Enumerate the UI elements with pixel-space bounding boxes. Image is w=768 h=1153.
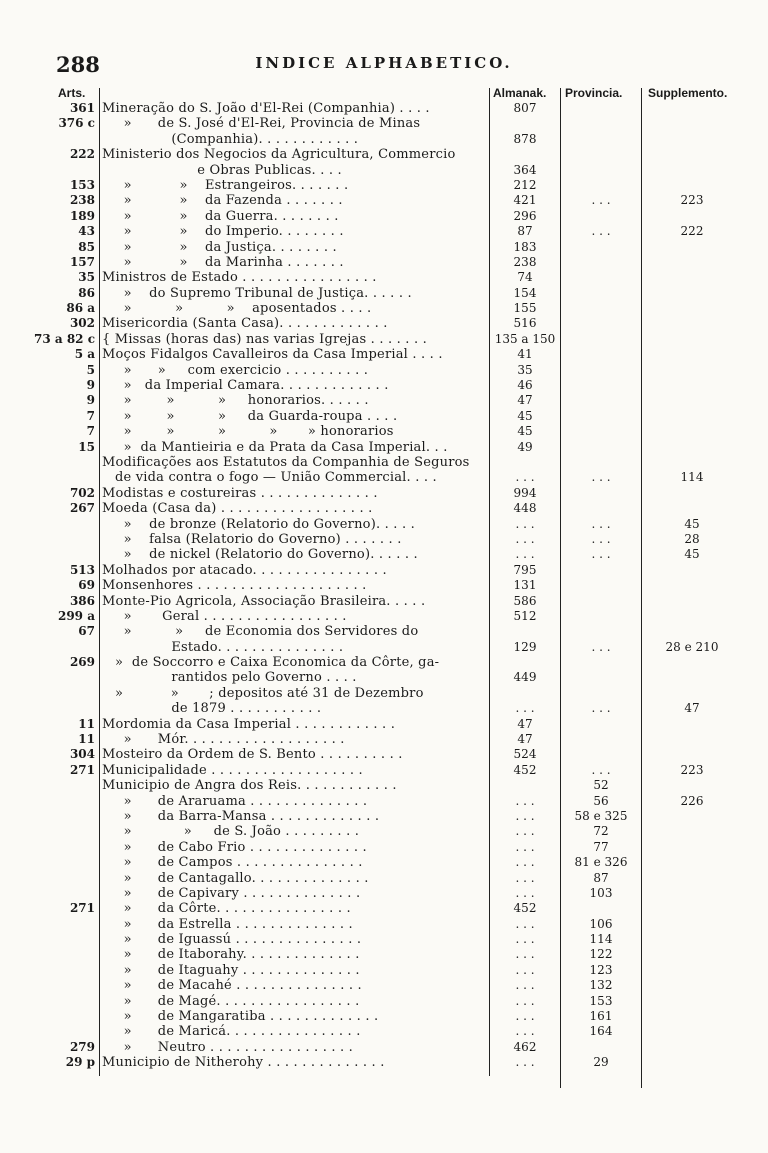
- row-description: » de Campos . . . . . . . . . . . . . . .: [102, 855, 363, 871]
- row-almanak-page: . . .: [515, 808, 535, 823]
- row-description: Moeda (Casa da) . . . . . . . . . . . . . . . . . .: [102, 501, 373, 517]
- column-header-almanak: Almanak.: [493, 86, 547, 100]
- row-description: » » » da Guarda-roupa . . . .: [102, 408, 398, 424]
- row-description: » de Mangaratiba . . . . . . . . . . . . .: [102, 1009, 379, 1025]
- index-row: [0, 578, 768, 593]
- row-description: » » da Justiça. . . . . . . .: [102, 239, 337, 255]
- index-row: [0, 794, 768, 809]
- row-almanak-page: . . .: [515, 793, 535, 808]
- row-supplemento-page: 28 e 210: [665, 639, 719, 654]
- row-description: Municipio de Angra dos Reis. . . . . . . . . . . .: [102, 778, 397, 794]
- row-almanak-page: 154: [513, 285, 537, 300]
- row-almanak-page: 462: [513, 1039, 537, 1054]
- row-description: Ministros de Estado . . . . . . . . . . . . . . . .: [102, 270, 377, 286]
- row-almanak-page: . . .: [515, 839, 535, 854]
- row-article-number: 69: [78, 578, 95, 593]
- row-article-number: 7: [86, 408, 95, 423]
- row-article-number: 29 p: [65, 1055, 95, 1070]
- row-description: » de Soccorro e Caixa Economica da Côrte, ga-: [102, 655, 440, 671]
- row-provincia-page: 164: [589, 1024, 613, 1039]
- row-article-number: 304: [69, 747, 95, 762]
- row-provincia-page: . . .: [591, 193, 611, 208]
- row-almanak-page: 46: [517, 378, 533, 393]
- row-almanak-page: . . .: [515, 978, 535, 993]
- row-supplemento-page: 114: [680, 470, 704, 485]
- row-description: Mineração do S. João d'El-Rei (Companhia) . . . .: [102, 101, 430, 116]
- row-almanak-page: 155: [513, 301, 537, 316]
- row-article-number: 43: [78, 224, 95, 239]
- index-row: [0, 209, 768, 224]
- row-provincia-page: . . .: [591, 531, 611, 546]
- index-row: [0, 624, 768, 639]
- row-article-number: 5: [86, 362, 95, 377]
- row-description: » do Supremo Tribunal de Justiça. . . . . .: [102, 285, 412, 301]
- index-row: [0, 101, 768, 116]
- row-description: » de Itaborahy. . . . . . . . . . . . . .: [102, 947, 360, 963]
- row-article-number: 86 a: [66, 301, 95, 316]
- row-almanak-page: 878: [513, 131, 537, 146]
- row-description: » de Cabo Frio . . . . . . . . . . . . . .: [102, 839, 367, 855]
- index-row: [0, 717, 768, 732]
- row-almanak-page: 135 a 150: [494, 331, 556, 346]
- page-header: [0, 52, 768, 78]
- row-description: » » » honorarios. . . . . .: [102, 393, 369, 409]
- index-row: [0, 332, 768, 347]
- row-provincia-page: 77: [593, 839, 609, 854]
- row-article-number: 222: [69, 147, 95, 162]
- index-row: [0, 640, 768, 655]
- row-almanak-page: 131: [513, 578, 537, 593]
- row-provincia-page: 58 e 325: [574, 808, 628, 823]
- row-description: (Companhia). . . . . . . . . . . .: [102, 131, 359, 147]
- row-provincia-page: 114: [589, 932, 613, 947]
- row-provincia-page: . . .: [591, 470, 611, 485]
- row-article-number: 279: [69, 1039, 95, 1054]
- index-row: [0, 378, 768, 393]
- index-row: [0, 132, 768, 147]
- column-header-arts: Arts.: [58, 86, 86, 100]
- row-almanak-page: 452: [513, 762, 537, 777]
- row-almanak-page: 994: [513, 485, 537, 500]
- index-row: [0, 486, 768, 501]
- row-almanak-page: . . .: [515, 993, 535, 1008]
- row-description: » » de Economia dos Servidores do: [102, 624, 419, 640]
- row-provincia-page: 106: [589, 916, 613, 931]
- index-row: [0, 747, 768, 762]
- row-description: » » Estrangeiros. . . . . . .: [102, 177, 349, 193]
- index-row: [0, 609, 768, 624]
- row-almanak-page: . . .: [515, 947, 535, 962]
- row-almanak-page: 512: [513, 608, 537, 623]
- index-row: [0, 440, 768, 455]
- row-description: de 1879 . . . . . . . . . . .: [102, 701, 322, 717]
- row-description: » de S. José d'El-Rei, Provincia de Minas: [102, 116, 421, 132]
- row-description: Molhados por atacado. . . . . . . . . . . . . . . .: [102, 562, 387, 578]
- page-title: INDICE ALPHABETICO.: [255, 54, 513, 72]
- row-provincia-page: 81 e 326: [574, 855, 628, 870]
- row-description: » falsa (Relatorio do Governo) . . . . . . .: [102, 531, 402, 547]
- row-almanak-page: 586: [513, 593, 537, 608]
- row-description: » Geral . . . . . . . . . . . . . . . . .: [102, 608, 347, 624]
- row-description: » da Barra-Mansa . . . . . . . . . . . . .: [102, 808, 380, 824]
- row-description: Modificações aos Estatutos da Companhia de Seguros: [102, 454, 470, 470]
- row-description: Ministerio dos Negocios da Agricultura, Commercio: [102, 147, 456, 163]
- index-row: [0, 363, 768, 378]
- row-almanak-page: . . .: [515, 470, 535, 485]
- row-almanak-page: 296: [513, 208, 537, 223]
- row-description: Municipalidade . . . . . . . . . . . . . . . . . .: [102, 762, 363, 778]
- row-provincia-page: 72: [593, 824, 609, 839]
- row-description: » » » » » honorarios: [102, 424, 394, 440]
- row-almanak-page: 516: [513, 316, 537, 331]
- column-header-provincia: Provincia.: [565, 86, 623, 100]
- row-description: » da Mantieiria e da Prata da Casa Imperial. . .: [102, 439, 448, 455]
- row-almanak-page: 448: [513, 501, 537, 516]
- row-almanak-page: 807: [513, 101, 537, 115]
- index-row: [0, 193, 768, 208]
- row-article-number: 267: [69, 501, 95, 516]
- index-row: [0, 240, 768, 255]
- row-description: rantidos pelo Governo . . . .: [102, 670, 357, 686]
- row-description: » da Estrella . . . . . . . . . . . . . .: [102, 916, 353, 932]
- index-row: [0, 393, 768, 408]
- row-description: Monsenhores . . . . . . . . . . . . . . . . . . . .: [102, 578, 367, 594]
- row-provincia-page: 103: [589, 885, 613, 900]
- index-row: [0, 547, 768, 562]
- index-row: [0, 563, 768, 578]
- index-row: [0, 424, 768, 439]
- row-almanak-page: 129: [513, 639, 537, 654]
- index-row: [0, 147, 768, 162]
- row-almanak-page: 449: [513, 670, 537, 685]
- row-article-number: 157: [69, 254, 95, 269]
- row-almanak-page: 47: [517, 393, 533, 408]
- index-row: [0, 270, 768, 285]
- row-provincia-page: . . .: [591, 224, 611, 239]
- row-supplemento-page: 45: [684, 547, 700, 562]
- row-almanak-page: 35: [517, 362, 533, 377]
- row-article-number: 11: [78, 732, 95, 747]
- row-description: » de Itaguahy . . . . . . . . . . . . . .: [102, 962, 360, 978]
- index-row: [0, 470, 768, 485]
- index-row: [0, 178, 768, 193]
- index-row: [0, 932, 768, 947]
- row-supplemento-page: 222: [680, 224, 704, 239]
- index-row: [0, 732, 768, 747]
- row-description: » de nickel (Relatorio do Governo). . . . . .: [102, 547, 418, 563]
- index-row: [0, 947, 768, 962]
- row-article-number: 73 a 82 c: [33, 331, 95, 346]
- row-almanak-page: . . .: [515, 870, 535, 885]
- row-provincia-page: 122: [589, 947, 613, 962]
- row-article-number: 85: [78, 239, 95, 254]
- index-row: [0, 763, 768, 778]
- row-provincia-page: 132: [589, 978, 613, 993]
- index-row: [0, 409, 768, 424]
- row-description: » » da Fazenda . . . . . . .: [102, 193, 343, 209]
- row-description: e Obras Publicas. . . .: [102, 162, 342, 178]
- row-almanak-page: 524: [513, 747, 537, 762]
- row-description: » de Capivary . . . . . . . . . . . . . .: [102, 885, 361, 901]
- row-article-number: 9: [86, 393, 95, 408]
- index-row: [0, 594, 768, 609]
- row-almanak-page: . . .: [515, 824, 535, 839]
- column-header-supplemento: Supplemento.: [648, 86, 728, 100]
- row-almanak-page: . . .: [515, 701, 535, 716]
- row-article-number: 15: [78, 439, 95, 454]
- row-provincia-page: . . .: [591, 516, 611, 531]
- index-row: [0, 901, 768, 916]
- row-almanak-page: 45: [517, 408, 533, 423]
- row-almanak-page: 364: [513, 162, 537, 177]
- row-article-number: 386: [69, 593, 95, 608]
- index-row: [0, 224, 768, 239]
- row-supplemento-page: 223: [680, 762, 704, 777]
- row-almanak-page: 212: [513, 177, 537, 192]
- row-description: » de Araruama . . . . . . . . . . . . . .: [102, 793, 368, 809]
- row-supplemento-page: 223: [680, 193, 704, 208]
- index-row: [0, 1055, 768, 1070]
- row-description: » » » aposentados . . . .: [102, 301, 372, 317]
- row-description: » » do Imperio. . . . . . . .: [102, 224, 344, 240]
- row-description: { Missas (horas das) nas varias Igrejas . . . . . . .: [102, 331, 427, 347]
- row-description: » de Iguassú . . . . . . . . . . . . . . .: [102, 932, 362, 948]
- index-row: [0, 301, 768, 316]
- row-almanak-page: 183: [513, 239, 537, 254]
- row-almanak-page: 49: [517, 439, 533, 454]
- row-article-number: 269: [69, 655, 95, 670]
- row-provincia-page: 87: [593, 870, 609, 885]
- index-row: [0, 686, 768, 701]
- row-description: Municipio de Nitherohy . . . . . . . . . . . . . .: [102, 1055, 385, 1071]
- index-row: [0, 840, 768, 855]
- row-description: » Mór. . . . . . . . . . . . . . . . . . .: [102, 732, 345, 748]
- row-almanak-page: 238: [513, 254, 537, 269]
- row-almanak-page: . . .: [515, 932, 535, 947]
- row-supplemento-page: 47: [684, 701, 700, 716]
- row-description: » » ; depositos até 31 de Dezembro: [102, 685, 424, 701]
- index-row: [0, 163, 768, 178]
- index-row: [0, 701, 768, 716]
- row-article-number: 11: [78, 716, 95, 731]
- row-almanak-page: 795: [513, 562, 537, 577]
- index-row: [0, 871, 768, 886]
- row-provincia-page: . . .: [591, 701, 611, 716]
- row-article-number: 302: [69, 316, 95, 331]
- row-almanak-page: 41: [517, 347, 533, 362]
- row-article-number: 86: [78, 285, 95, 300]
- row-almanak-page: . . .: [515, 516, 535, 531]
- row-description: de vida contra o fogo — União Commercial. . . .: [102, 470, 437, 486]
- row-almanak-page: 87: [517, 224, 533, 239]
- row-almanak-page: . . .: [515, 962, 535, 977]
- index-row: [0, 670, 768, 685]
- index-row: [0, 532, 768, 547]
- index-row: [0, 347, 768, 362]
- row-description: » » de S. João . . . . . . . . .: [102, 824, 360, 840]
- index-row: [0, 1024, 768, 1039]
- index-entries: [0, 101, 768, 1071]
- index-row: [0, 994, 768, 1009]
- row-article-number: 271: [69, 762, 95, 777]
- row-article-number: 153: [69, 177, 95, 192]
- index-row: [0, 963, 768, 978]
- row-almanak-page: . . .: [515, 1024, 535, 1039]
- index-row: [0, 917, 768, 932]
- row-supplemento-page: 28: [684, 531, 700, 546]
- index-row: [0, 316, 768, 331]
- index-row: [0, 286, 768, 301]
- row-almanak-page: . . .: [515, 916, 535, 931]
- row-article-number: 189: [69, 208, 95, 223]
- row-provincia-page: 52: [593, 778, 609, 793]
- row-provincia-page: . . .: [591, 762, 611, 777]
- row-description: » de Cantagallo. . . . . . . . . . . . . .: [102, 870, 369, 886]
- row-almanak-page: 47: [517, 716, 533, 731]
- row-article-number: 299 a: [57, 608, 95, 623]
- index-row: [0, 255, 768, 270]
- row-description: » » da Marinha . . . . . . .: [102, 254, 344, 270]
- row-provincia-page: 56: [593, 793, 609, 808]
- index-row: [0, 978, 768, 993]
- index-row: [0, 116, 768, 131]
- row-description: Mordomia da Casa Imperial . . . . . . . . . . . .: [102, 716, 396, 732]
- index-row: [0, 655, 768, 670]
- index-row: [0, 517, 768, 532]
- row-description: » » da Guerra. . . . . . . .: [102, 208, 339, 224]
- row-almanak-page: 45: [517, 424, 533, 439]
- row-almanak-page: 74: [517, 270, 533, 285]
- row-article-number: 271: [69, 901, 95, 916]
- page-number: 288: [56, 52, 100, 77]
- row-supplemento-page: 45: [684, 516, 700, 531]
- row-description: » de Maricá. . . . . . . . . . . . . . . .: [102, 1024, 361, 1040]
- index-row: [0, 1040, 768, 1055]
- row-article-number: 702: [69, 485, 95, 500]
- row-provincia-page: 29: [593, 1055, 609, 1070]
- row-description: » de Magé. . . . . . . . . . . . . . . . .: [102, 993, 360, 1009]
- row-supplemento-page: 226: [680, 793, 704, 808]
- row-description: Estado. . . . . . . . . . . . . . .: [102, 639, 344, 655]
- row-description: » » com exercicio . . . . . . . . . .: [102, 362, 369, 378]
- index-row: [0, 501, 768, 516]
- row-almanak-page: 421: [513, 193, 537, 208]
- row-article-number: 513: [69, 562, 95, 577]
- row-article-number: 7: [86, 424, 95, 439]
- row-almanak-page: . . .: [515, 547, 535, 562]
- row-description: Mosteiro da Ordem de S. Bento . . . . . . . . . .: [102, 747, 403, 763]
- row-almanak-page: 452: [513, 901, 537, 916]
- row-article-number: 5 a: [74, 347, 95, 362]
- row-description: » da Côrte. . . . . . . . . . . . . . . .: [102, 901, 351, 917]
- row-provincia-page: 161: [589, 1009, 613, 1024]
- index-row: [0, 778, 768, 793]
- row-description: Moços Fidalgos Cavalleiros da Casa Imperial . . . .: [102, 347, 443, 363]
- row-almanak-page: . . .: [515, 531, 535, 546]
- row-description: » da Imperial Camara. . . . . . . . . . . . .: [102, 378, 389, 394]
- row-description: Misericordia (Santa Casa). . . . . . . . . . . . .: [102, 316, 388, 332]
- row-provincia-page: 123: [589, 962, 613, 977]
- index-row: [0, 886, 768, 901]
- row-article-number: 361: [69, 101, 95, 115]
- row-article-number: 238: [69, 193, 95, 208]
- row-description: Modistas e costureiras . . . . . . . . . . . . . .: [102, 485, 378, 501]
- row-article-number: 9: [86, 378, 95, 393]
- index-row: [0, 809, 768, 824]
- row-almanak-page: . . .: [515, 855, 535, 870]
- index-row: [0, 824, 768, 839]
- row-article-number: 67: [78, 624, 95, 639]
- row-almanak-page: . . .: [515, 885, 535, 900]
- row-provincia-page: . . .: [591, 547, 611, 562]
- row-almanak-page: 47: [517, 732, 533, 747]
- row-description: Monte-Pio Agricola, Associação Brasileira. . . . .: [102, 593, 426, 609]
- index-row: [0, 855, 768, 870]
- row-article-number: 35: [78, 270, 95, 285]
- row-almanak-page: . . .: [515, 1055, 535, 1070]
- index-row: [0, 455, 768, 470]
- row-description: » de Macahé . . . . . . . . . . . . . . .: [102, 978, 362, 994]
- row-provincia-page: 153: [589, 993, 613, 1008]
- row-provincia-page: . . .: [591, 639, 611, 654]
- row-description: » de bronze (Relatorio do Governo). . . . .: [102, 516, 415, 532]
- index-row: [0, 1009, 768, 1024]
- row-article-number: 376 c: [58, 116, 95, 131]
- row-almanak-page: . . .: [515, 1009, 535, 1024]
- row-description: » Neutro . . . . . . . . . . . . . . . . .: [102, 1039, 354, 1055]
